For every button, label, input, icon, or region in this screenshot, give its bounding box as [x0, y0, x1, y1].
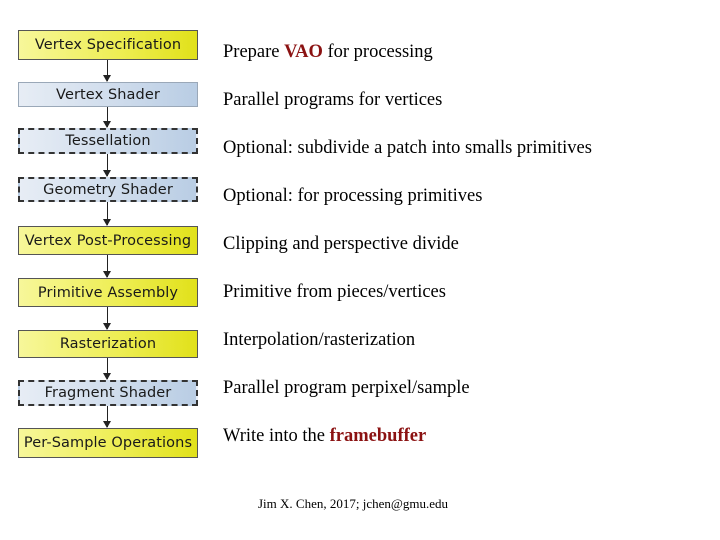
- description-vertex-specification: [223, 42, 433, 63]
- arrow-down-icon: [107, 154, 108, 176]
- arrow-down-icon: [107, 60, 108, 81]
- highlight-vao: VAO: [284, 42, 323, 62]
- description-rasterization: Interpolation/rasterization: [223, 330, 416, 350]
- description-tessellation: Optional: subdivide a patch into smalls primitives: [223, 138, 592, 158]
- description-fragment-shader: Parallel program perpixel/sample: [223, 378, 470, 398]
- footer-credit: Jim X. Chen, 2017; jchen@gmu.edu: [258, 496, 448, 511]
- description-primitive-assembly: Primitive from pieces/vertices: [223, 282, 446, 302]
- description-geometry-shader: Optional: for processing primitives: [223, 186, 483, 206]
- arrow-down-icon: [107, 202, 108, 225]
- stage-primitive-assembly: Primitive Assembly: [18, 278, 198, 307]
- stage-geometry-shader: Geometry Shader: [18, 177, 198, 202]
- description-vertex-shader: Parallel programs for vertices: [223, 90, 443, 110]
- stage-tessellation: Tessellation: [18, 128, 198, 154]
- description-text: for processing: [322, 42, 433, 62]
- arrow-down-icon: [107, 307, 108, 329]
- arrow-down-icon: [107, 107, 108, 127]
- stage-fragment-shader: Fragment Shader: [18, 380, 198, 406]
- description-text: Prepare: [223, 42, 285, 62]
- highlight-framebuffer: framebuffer: [329, 426, 427, 446]
- description-text: Write into the: [223, 426, 330, 446]
- description-vertex-post-processing: Clipping and perspective divide: [223, 234, 459, 254]
- stage-rasterization: Rasterization: [18, 330, 198, 358]
- stage-per-sample-operations: Per-Sample Operations: [18, 428, 198, 458]
- stage-vertex-post-processing: Vertex Post-Processing: [18, 226, 198, 255]
- arrow-down-icon: [107, 406, 108, 427]
- arrow-down-icon: [107, 358, 108, 379]
- stage-vertex-specification: Vertex Specification: [18, 30, 198, 60]
- stage-vertex-shader: Vertex Shader: [18, 82, 198, 107]
- arrow-down-icon: [107, 255, 108, 277]
- description-per-sample-operations: [223, 426, 426, 447]
